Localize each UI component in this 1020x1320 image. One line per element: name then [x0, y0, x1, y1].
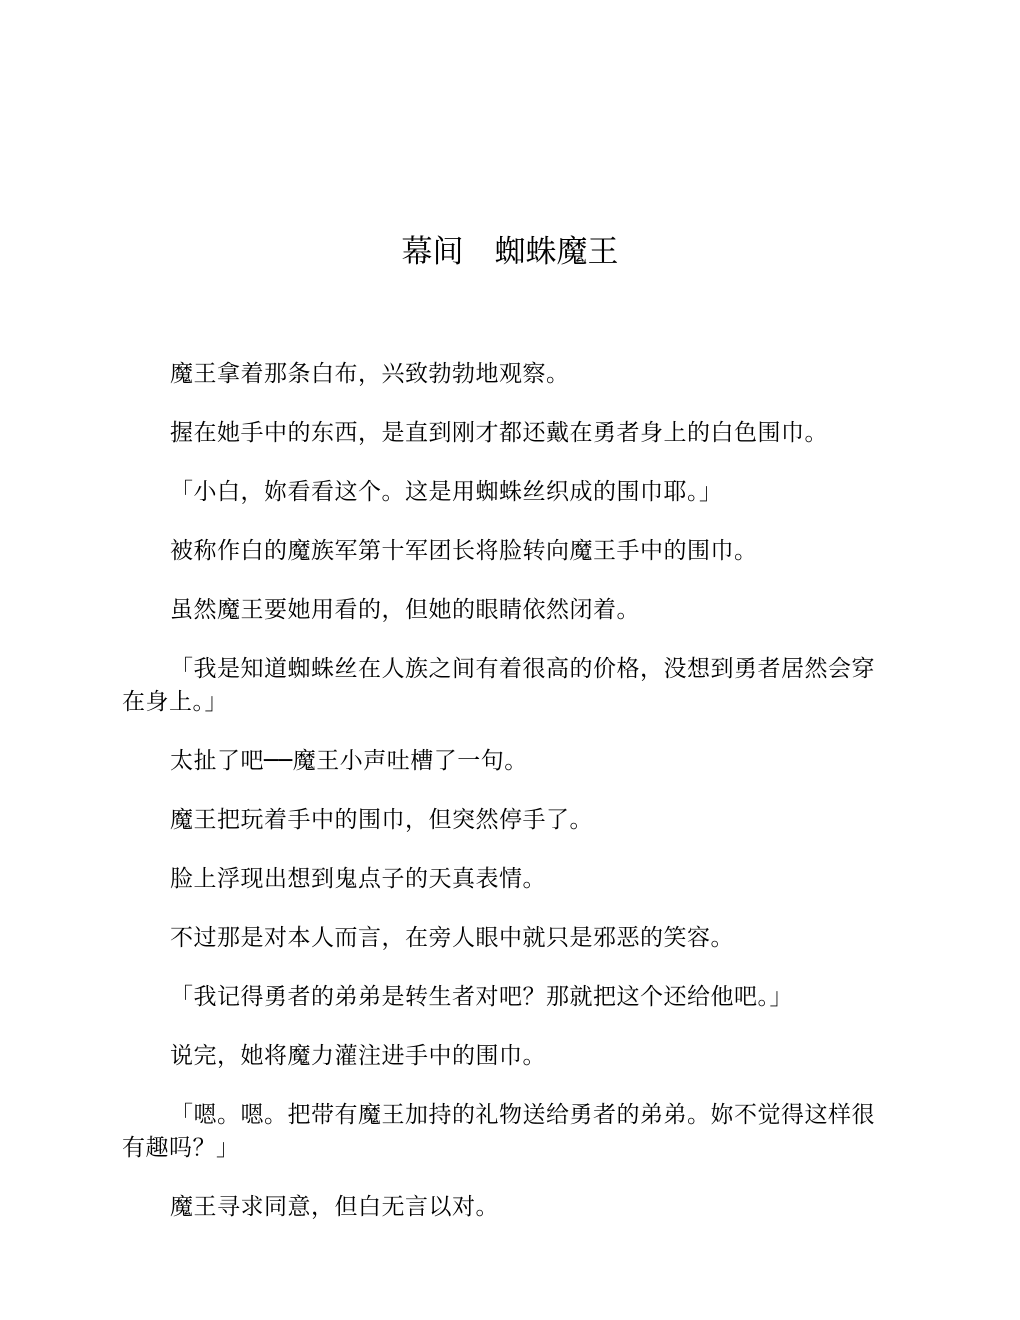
paragraph: 魔王寻求同意，但白无言以对。 [170, 1194, 499, 1220]
paragraph: 被称作白的魔族军第十军团长将脸转向魔王手中的围巾。 [170, 538, 758, 564]
paragraph: 魔王把玩着手中的围巾，但突然停手了。 [170, 807, 593, 833]
paragraph: 说完，她将魔力灌注进手中的围巾。 [170, 1043, 546, 1069]
body-text [122, 358, 898, 1250]
paragraph: 魔王拿着那条白布，兴致勃勃地观察。 [170, 361, 570, 387]
paragraph: 「我是知道蜘蛛丝在人族之间有着很高的价格，没想到勇者居然会穿在身上。」 [122, 656, 875, 715]
paragraph: 虽然魔王要她用看的，但她的眼睛依然闭着。 [170, 597, 640, 623]
paragraph: 「小白，妳看看这个。这是用蜘蛛丝织成的围巾耶。」 [170, 479, 723, 505]
paragraph: 「嗯。嗯。把带有魔王加持的礼物送给勇者的弟弟。妳不觉得这样很有趣吗？」 [122, 1102, 875, 1161]
chapter-title: 幕间 蜘蛛魔王 [401, 234, 619, 270]
paragraph: 脸上浮现出想到鬼点子的天真表情。 [170, 866, 546, 892]
paragraph: 握在她手中的东西，是直到刚才都还戴在勇者身上的白色围巾。 [170, 420, 828, 446]
paragraph: 太扯了吧──魔王小声吐槽了一句。 [170, 748, 528, 774]
paragraph: 「我记得勇者的弟弟是转生者对吧？那就把这个还给他吧。」 [170, 984, 793, 1010]
paragraph: 不过那是对本人而言，在旁人眼中就只是邪恶的笑容。 [170, 925, 734, 951]
